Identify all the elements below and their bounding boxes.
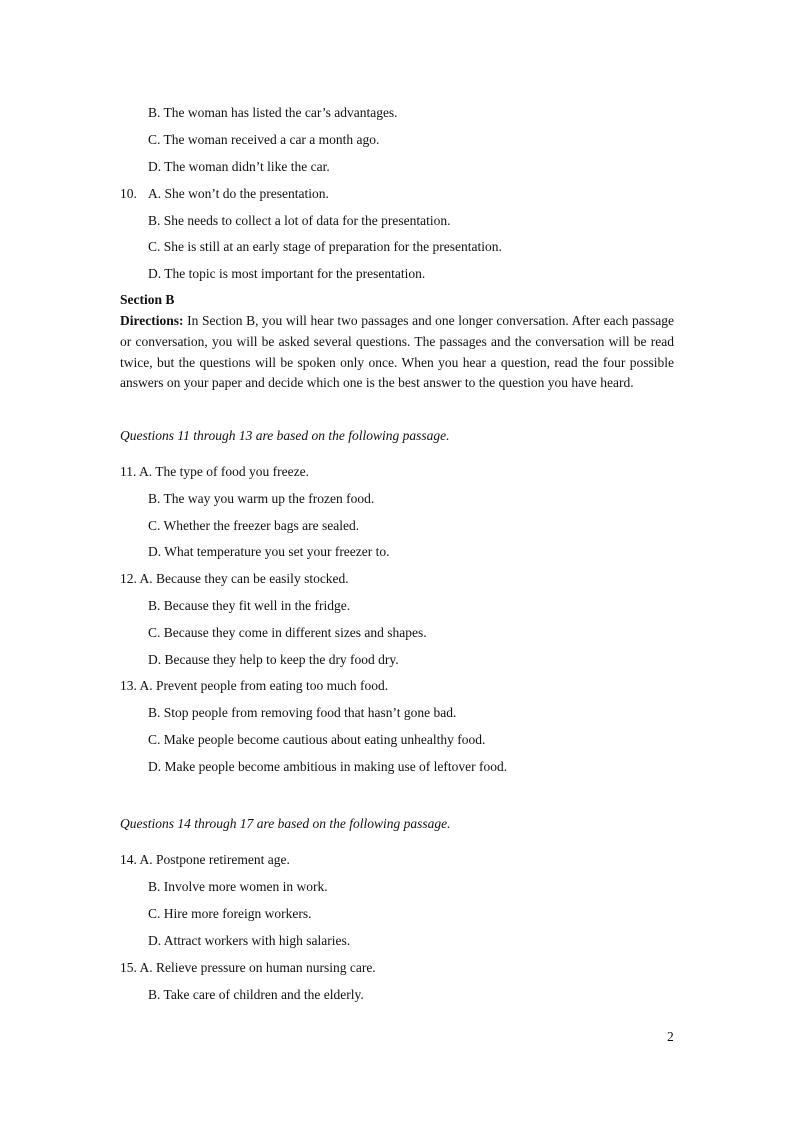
q10-number: 10. — [120, 186, 137, 201]
q11-option-c: C. Whether the freezer bags are sealed. — [148, 518, 360, 533]
group1-instruction: Questions 11 through 13 are based on the following passage. — [120, 428, 450, 443]
q10-option-b: B. She needs to collect a lot of data for the presentation. — [148, 213, 451, 228]
q15-option-a: 15. A. Relieve pressure on human nursing care. — [120, 960, 376, 975]
q9-option-c: C. The woman received a car a month ago. — [148, 132, 380, 147]
page-number: 2 — [667, 1029, 674, 1044]
q14-option-b: B. Involve more women in work. — [148, 879, 328, 894]
q12-option-d: D. Because they help to keep the dry food dry. — [148, 652, 399, 667]
q14-option-a: 14. A. Postpone retirement age. — [120, 852, 290, 867]
directions-label: Directions: — [120, 313, 184, 328]
q14-option-d: D. Attract workers with high salaries. — [148, 933, 351, 948]
q10-option-d: D. The topic is most important for the presentation. — [148, 266, 426, 281]
q11-option-d: D. What temperature you set your freezer to. — [148, 544, 390, 559]
section-b-directions — [120, 311, 674, 394]
q9-option-b: B. The woman has listed the car’s advantages. — [148, 105, 398, 120]
q12-option-c: C. Because they come in different sizes and shapes. — [148, 625, 427, 640]
q13-option-d: D. Make people become ambitious in making use of leftover food. — [148, 759, 508, 774]
section-b-heading: Section B — [120, 292, 175, 307]
q14-option-c: C. Hire more foreign workers. — [148, 906, 312, 921]
q10-option-a — [120, 185, 329, 203]
q13-option-a: 13. A. Prevent people from eating too much food. — [120, 678, 389, 693]
group2-instruction: Questions 14 through 17 are based on the following passage. — [120, 816, 451, 831]
q9-option-d: D. The woman didn’t like the car. — [148, 159, 330, 174]
q11-option-a: 11. A. The type of food you freeze. — [120, 464, 309, 479]
q13-option-b: B. Stop people from removing food that hasn’t gone bad. — [148, 705, 457, 720]
q11-option-b: B. The way you warm up the frozen food. — [148, 491, 375, 506]
q12-option-a: 12. A. Because they can be easily stocked. — [120, 571, 349, 586]
q12-option-b: B. Because they fit well in the fridge. — [148, 598, 351, 613]
directions-text: In Section B, you will hear two passages and one longer conversation. After each passage or conversation, you will be asked several questions. The passages and the conversation will be read twice, but the questions will be spoken only once. When you hear a question, read the four possible answers on your paper and decide which one is the best answer to the question you have heard. — [120, 313, 674, 391]
q15-option-b: B. Take care of children and the elderly. — [148, 987, 364, 1002]
q10-option-c: C. She is still at an early stage of preparation for the presentation. — [148, 239, 502, 254]
q13-option-c: C. Make people become cautious about eating unhealthy food. — [148, 732, 486, 747]
q10-option-a-text: A. She won’t do the presentation. — [148, 186, 329, 201]
